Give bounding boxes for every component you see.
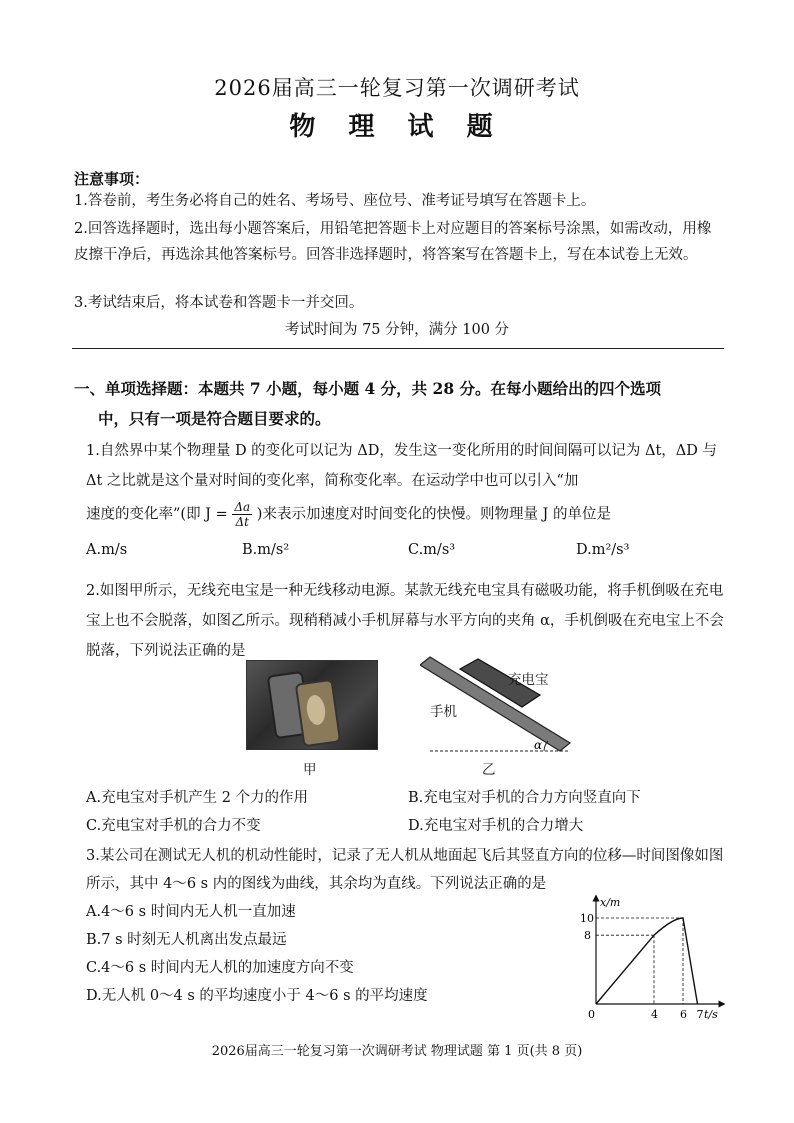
exam-info: 考试时间为 75 分钟，满分 100 分 (284, 322, 510, 338)
exam-title: 2026届高三一轮复习第一次调研考试 (214, 76, 580, 100)
origin-label: 0 (588, 1008, 595, 1021)
figure-jia-caption: 甲 (303, 762, 317, 778)
charger-photo (246, 660, 378, 750)
page-footer: 2026届高三一轮复习第一次调研考试 物理试题 第 1 页(共 8 页) (211, 1044, 583, 1059)
subject-title: 物 理 试 题 (289, 112, 505, 142)
question-1-stem-formula (86, 500, 726, 529)
x-tick-7: 7 (696, 1008, 704, 1021)
notice-item-1: 1.答卷前，考生务必将自己的姓名、考场号、座位号、准考证号填写在答题卡上。 (74, 193, 596, 209)
q1-option-b[interactable]: B.m/s² (242, 542, 290, 558)
fraction-denominator: Δt (235, 515, 250, 529)
y-tick-10: 10 (580, 912, 594, 925)
notice-heading: 注意事项： (74, 170, 150, 188)
x-axis-label: t/s (704, 1008, 718, 1021)
y-axis-label: x/m (600, 896, 621, 909)
question-3-stem: 3.某公司在测试无人机的机动性能时，记录了无人机从地面起飞后其竖直方向的位移—时间图像如图所示，其中 4～6 s 内的图线为曲线，其余均为直线。下列说法正确的是 (86, 848, 724, 892)
fraction-numerator: Δa (234, 500, 251, 514)
q3-option-d[interactable]: D.无人机 0～4 s 的平均速度小于 4～6 s 的平均速度 (86, 988, 428, 1004)
x-tick-6: 6 (680, 1008, 687, 1021)
fraction (232, 500, 252, 529)
q2-option-b[interactable]: B.充电宝对手机的合力方向竖直向下 (408, 790, 641, 806)
phone-label: 手机 (430, 704, 457, 720)
xt-curve (596, 918, 698, 1004)
figure-yi-caption: 乙 (482, 762, 496, 778)
guide-lines (596, 918, 683, 1004)
section-heading-line1: 一、单项选择题：本题共 7 小题，每小题 4 分，共 28 分。在每小题给出的四个选项 (74, 379, 662, 398)
q2-option-d[interactable]: D.充电宝对手机的合力增大 (408, 818, 584, 834)
xt-graph (572, 892, 732, 1022)
y-tick-8: 8 (584, 929, 591, 943)
x-tick-4: 4 (651, 1008, 658, 1021)
alpha-label: α (534, 738, 543, 752)
notice-item-3: 3.考试结束后，将本试卷和答题卡一并交回。 (74, 295, 364, 311)
question-1-stem: 1.自然界中某个物理量 D 的变化可以记为 ΔD，发生这一变化所用的时间间隔可以记为 Δt，ΔD 与 Δt 之比就是这个量对时间的变化率，简称变化率。在运动学中也可以引入“加 (86, 443, 717, 489)
q1-option-d[interactable]: D.m²/s³ (576, 542, 630, 558)
q1-option-a[interactable]: A.m/s (86, 542, 128, 558)
question-2-stem: 2.如图甲所示，无线充电宝是一种无线移动电源。某款无线充电宝具有磁吸功能，将手机倒吸在充电宝上也不会脱落，如图乙所示。现稍稍减小手机屏幕与水平方向的夹角 α，手机倒吸在充电宝上不会脱落，下列说法正确的是 (86, 583, 724, 659)
divider (72, 348, 724, 349)
charger-label: 充电宝 (508, 672, 549, 688)
q3-option-c[interactable]: C.4～6 s 时间内无人机的加速度方向不变 (86, 960, 354, 976)
q2-option-c[interactable]: C.充电宝对手机的合力不变 (86, 818, 261, 834)
q1-option-c[interactable]: C.m/s³ (408, 542, 456, 558)
q1-text-before: 速度的变化率”(即 J = (86, 506, 228, 523)
q1-text-after: )来表示加速度对时间变化的快慢。则物理量 J 的单位是 (256, 506, 611, 523)
section-heading-line2: 中，只有一项是符合题目要求的。 (98, 409, 331, 428)
q3-option-a[interactable]: A.4～6 s 时间内无人机一直加速 (86, 904, 296, 920)
q2-option-a[interactable]: A.充电宝对手机产生 2 个力的作用 (86, 790, 309, 806)
section-heading (74, 374, 734, 434)
q3-option-b[interactable]: B.7 s 时刻无人机离出发点最远 (86, 932, 287, 948)
notice-item-2: 2.回答选择题时，选出每小题答案后，用铅笔把答题卡上对应题目的答案标号涂黑，如需改动，用橡皮擦干净后，再选涂其他答案标号。回答非选择题时，将答案写在答题卡上，写在本试卷上无效。 (74, 221, 712, 263)
